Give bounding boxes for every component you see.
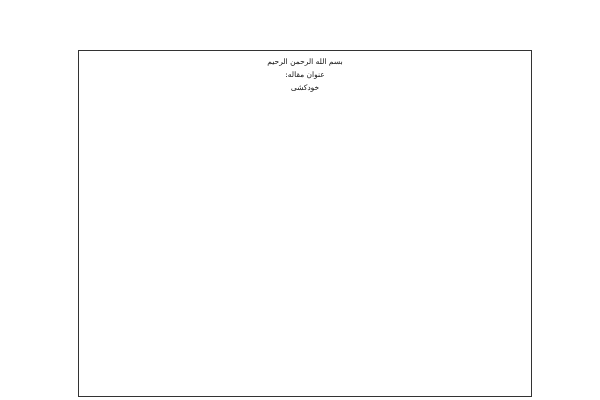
title-label: عنوان مقاله: <box>285 70 325 79</box>
article-frame <box>78 50 532 397</box>
bismillah: بسم الله الرحمن الرحیم <box>267 57 343 66</box>
article-title: خودکشی <box>290 83 320 92</box>
